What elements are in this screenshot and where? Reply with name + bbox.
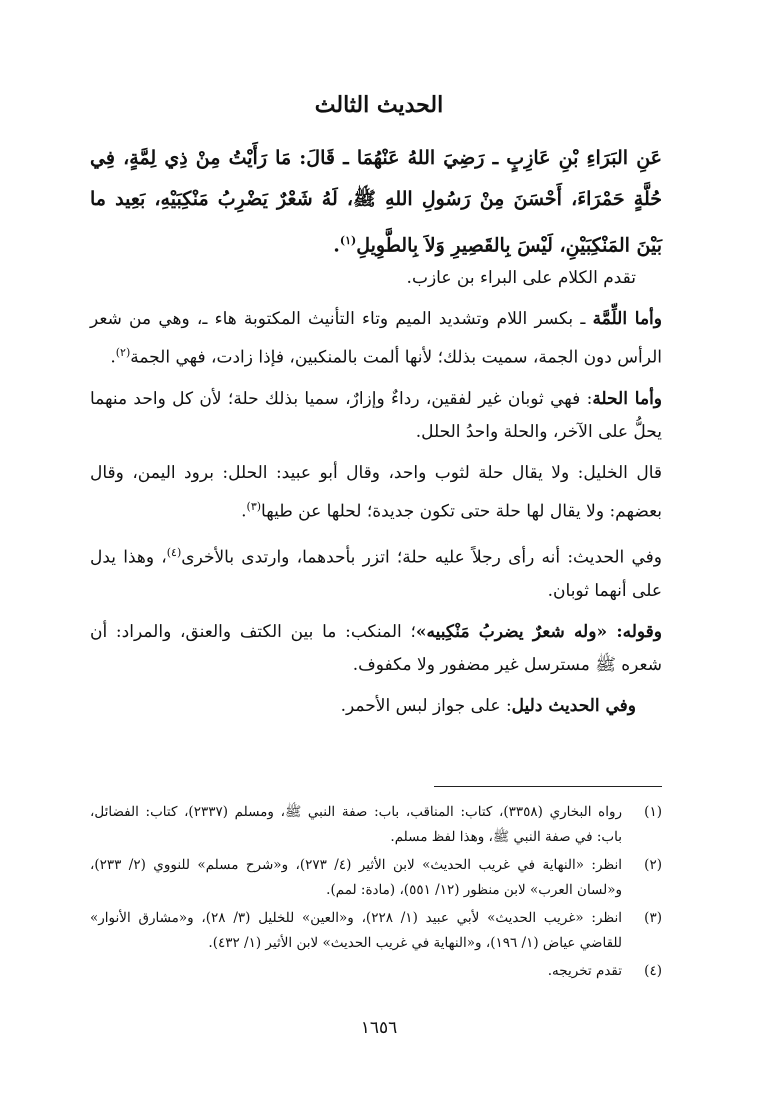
footnote bbox=[90, 959, 662, 984]
paragraph bbox=[90, 457, 662, 529]
footnote bbox=[90, 906, 662, 956]
footnote-divider bbox=[434, 786, 662, 787]
paragraph-text: : فهي ثوبان غير لفقين، رداءٌ وإزارٌ، سميا بذلك حلة؛ لأن كل واحد منهما يحلُّ على الآخر، والحلة واحدُ الحلل. bbox=[90, 388, 662, 442]
footnotes bbox=[90, 800, 662, 987]
footnote-number: (٤) bbox=[644, 963, 662, 979]
footnote-number: (١) bbox=[644, 804, 662, 820]
paragraph bbox=[90, 262, 662, 295]
paragraph-lead: وقوله: «وله شعرٌ يضربُ مَنْكِبيه» bbox=[415, 621, 663, 642]
footnote-ref-2: (٢) bbox=[115, 346, 131, 359]
footnote-ref-1: (١) bbox=[339, 234, 357, 247]
paragraph-tail: ، وهذا يدل على أنهما ثوبان. bbox=[90, 547, 662, 601]
paragraph bbox=[90, 383, 662, 449]
footnote bbox=[90, 800, 662, 850]
paragraph-lead: وفي الحديث دليل bbox=[511, 695, 636, 716]
hadith-body: عَنِ البَرَاءِ بْنِ عَازِبٍ ـ رَضِيَ اللهُ عَنْهُمَا ـ قَالَ: مَا رَأَيْتُ مِنْ ذِي لِمَّةٍ، فِي حُلَّةٍ حَمْرَاءَ، أَحْسَنَ مِنْ رَسُولِ اللهِ ﷺ، لَهُ شَعْرٌ يَضْرِبُ مَنْكِبَيْهِ، بَعِيد ما بَيْنَ المَنْكِبَيْنِ، لَيْسَ بِالقَصِيرِ وَلاَ بِالطَّوِيلِ bbox=[90, 147, 662, 257]
paragraph bbox=[90, 303, 662, 375]
paragraph-text: وفي الحديث: أنه رأى رجلاً عليه حلة؛ اتزر بأحدهما، وارتدى بالأخرى bbox=[181, 547, 662, 568]
hadith-end: . bbox=[333, 234, 340, 257]
paragraph-text: : على جواز لبس الأحمر. bbox=[340, 695, 512, 716]
paragraph-tail: . bbox=[241, 501, 247, 522]
paragraph-text: ؛ المنكب: ما بين الكتف والعنق، والمراد: أن شعره ﷺ مسترسل غير مضفور ولا مكفوف. bbox=[90, 621, 662, 675]
footnote bbox=[90, 853, 662, 903]
footnote-ref-3: (٣) bbox=[246, 499, 262, 513]
footnote-text: تقدم تخريجه. bbox=[547, 963, 622, 979]
paragraph-text: قال الخليل: ولا يقال حلة لثوب واحد، وقال أبو عبيد: الحلل: برود اليمن، وقال بعضهم: ولا يقال لها حلة حتى تكون جديدة؛ لحلها عن طيها bbox=[90, 462, 662, 522]
paragraph-lead: وأما الحلة bbox=[592, 388, 662, 409]
paragraph-tail: . bbox=[110, 347, 116, 368]
paragraph-text: تقدم الكلام على البراء بن عازب. bbox=[406, 268, 636, 288]
paragraph bbox=[90, 690, 662, 723]
page-number: ١٦٥٦ bbox=[360, 1018, 398, 1038]
footnote-number: (٢) bbox=[644, 857, 662, 873]
commentary bbox=[90, 262, 662, 731]
footnote-text: انظر: «غريب الحديث» لأبي عبيد (١/ ٢٢٨)، و«العين» للخليل (٣/ ٢٨)، و«مشارق الأنوار» للقاضي عياض (١/ ١٩٦)، و«النهاية في غريب الحديث» لابن الأثير (١/ ٤٣٢). bbox=[90, 910, 622, 951]
paragraph bbox=[90, 616, 662, 682]
paragraph bbox=[90, 536, 662, 608]
hadith-text bbox=[90, 138, 662, 266]
footnote-ref-4: (٤) bbox=[166, 546, 182, 560]
paragraph-text: ـ بكسر اللام وتشديد الميم وتاء التأنيث المكتوبة هاء ـ، وهي من شعر الرأس دون الجمة، سميت بذلك؛ لأنها ألمت بالمنكبين، فإذا زادت، فهي الجمة bbox=[90, 309, 662, 368]
footnote-text: انظر: «النهاية في غريب الحديث» لابن الأثير (٤/ ٢٧٣)، و«شرح مسلم» للنووي (٢/ ٢٣٣)، و«لسان العرب» لابن منظور (١٢/ ٥٥١)، (مادة: لمم). bbox=[90, 857, 623, 898]
footnote-number: (٣) bbox=[644, 910, 662, 926]
section-title: الحديث الثالث bbox=[314, 92, 444, 118]
footnote-text: رواه البخاري (٣٣٥٨)، كتاب: المناقب، باب: صفة النبي ﷺ، ومسلم (٢٣٣٧)، كتاب: الفضائل، باب: في صفة النبي ﷺ، وهذا لفظ مسلم. bbox=[90, 804, 622, 845]
paragraph-lead: وأما اللِّمَّة bbox=[592, 309, 662, 329]
